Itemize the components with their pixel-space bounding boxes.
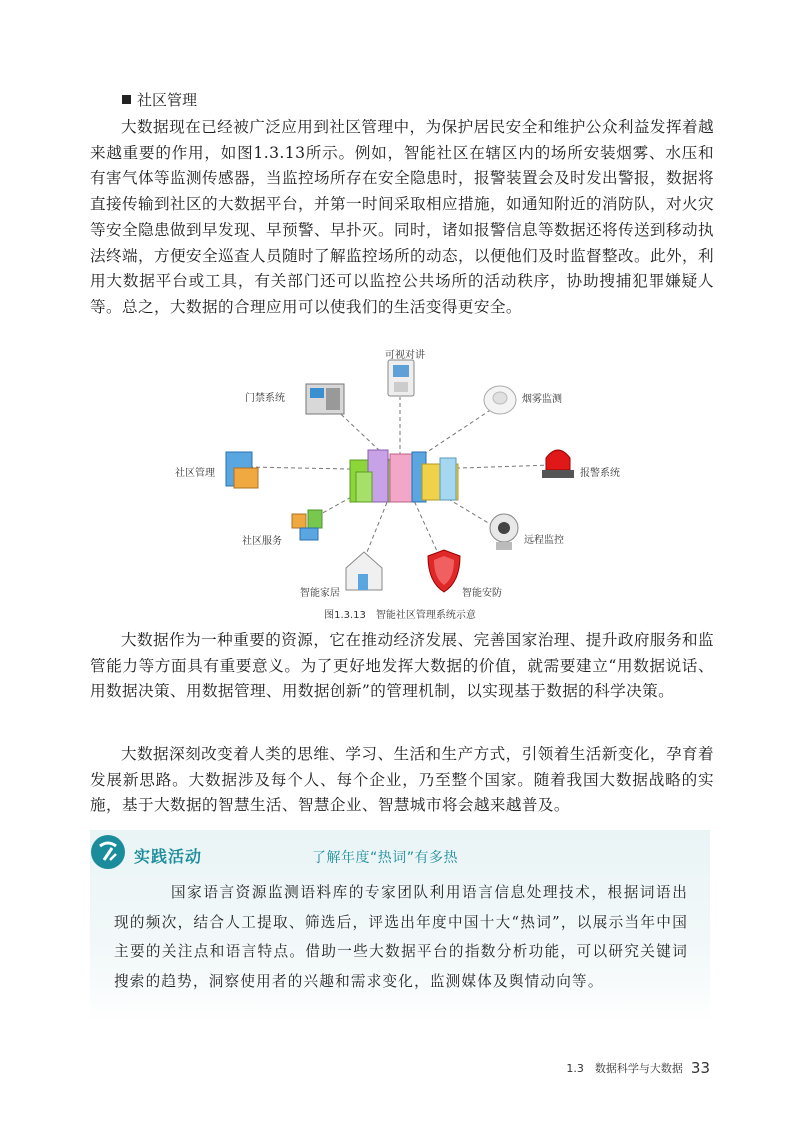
page-number: 33: [690, 1059, 710, 1077]
section-heading: [122, 89, 197, 111]
camera-icon: [490, 514, 518, 550]
access-control-icon: [306, 384, 344, 414]
node-label-remote-monitoring: 远程监控: [524, 535, 564, 546]
paragraph-community-management: 大数据现在已经被广泛应用到社区管理中，为保护居民安全和维护公众利益发挥着越来越重要的作用，如图1.3.13所示。例如，智能社区在辖区内的场所安装烟雾、水压和有害气体等监测传感器，当监控场所存在安全隐患时，报警装置会及时发出警报，数据将直接传输到社区的大数据平台，并第一时间采取相应措施，如通知附近的消防队，对火灾等安全隐患做到早发现、早预警、早扑灭。同时，诸如报警信息等数据还将传送到移动执法终端，方便安全巡查人员随时了解监控场所的动态，以便他们及时监督整改。此外，利用大数据平台或工具，有关部门还可以监控公共场所的活动秩序，协助搜捕犯罪嫌疑人等。总之，大数据的合理应用可以使我们的生活变得更安全。: [90, 118, 714, 316]
smart-community-figure: [160, 342, 640, 624]
section-title: 社区管理: [137, 91, 198, 109]
central-city-icon: [350, 450, 458, 502]
node-label-smart-security: 智能安防: [462, 588, 502, 599]
intercom-device-icon: [388, 360, 414, 396]
node-label-access-control: 门禁系统: [245, 393, 285, 404]
activity-icon: [90, 834, 126, 870]
figure-caption: 图1.3.13 智能社区管理系统示意: [324, 610, 476, 621]
node-label-community-management: 社区管理: [175, 468, 215, 479]
footer-section-title: 1.3 数据科学与大数据: [566, 1062, 683, 1075]
community-service-icon: [292, 510, 322, 540]
practice-activity-box: [90, 830, 710, 1022]
activity-text: 国家语言资源监测语料库的专家团队利用语言信息处理技术，根据词语出现的频次，结合人工提取、筛选后，评选出年度中国十大“热词”，以展示当年中国主要的关注点和语言特点。借助一些大数据平台的指数分析功能，可以研究关键词搜索的趋势，洞察使用者的兴趣和需求变化，监测媒体及舆情动向等。: [114, 884, 688, 990]
node-label-smoke-monitoring: 烟雾监测: [522, 394, 562, 405]
paragraph-big-data-resource: 大数据作为一种重要的资源，它在推动经济发展、完善国家治理、提升政府服务和监管能力等方面具有重要意义。为了更好地发挥大数据的价值，就需要建立“用数据说话、用数据决策、用数据管理、用数据创新”的管理机制，以实现基于数据的科学决策。: [90, 631, 714, 701]
activity-subtitle: 了解年度“热词”有多热: [312, 850, 459, 866]
node-label-community-service: 社区服务: [242, 536, 282, 547]
alarm-light-icon: [542, 450, 574, 478]
security-shield-icon: [428, 550, 460, 592]
page-footer: [566, 1059, 710, 1077]
activity-title: 实践活动: [134, 847, 203, 866]
node-label-intercom: 可视对讲: [385, 350, 425, 361]
smoke-detector-icon: [484, 386, 516, 414]
paragraph-big-data-change: 大数据深刻改变着人类的思维、学习、生活和生产方式，引领着生活新变化，孕育着发展新思路。大数据涉及每个人、每个企业，乃至整个国家。随着我国大数据战略的实施，基于大数据的智慧生活、智慧企业、智慧城市将会越来越普及。: [90, 745, 714, 815]
community-building-icon: [226, 452, 258, 488]
figure-diagram: [160, 342, 640, 624]
node-label-smart-home: 智能家居: [300, 588, 340, 599]
node-label-alarm-system: 报警系统: [580, 468, 620, 479]
square-bullet-icon: [122, 95, 131, 104]
smart-home-icon: [346, 552, 382, 590]
